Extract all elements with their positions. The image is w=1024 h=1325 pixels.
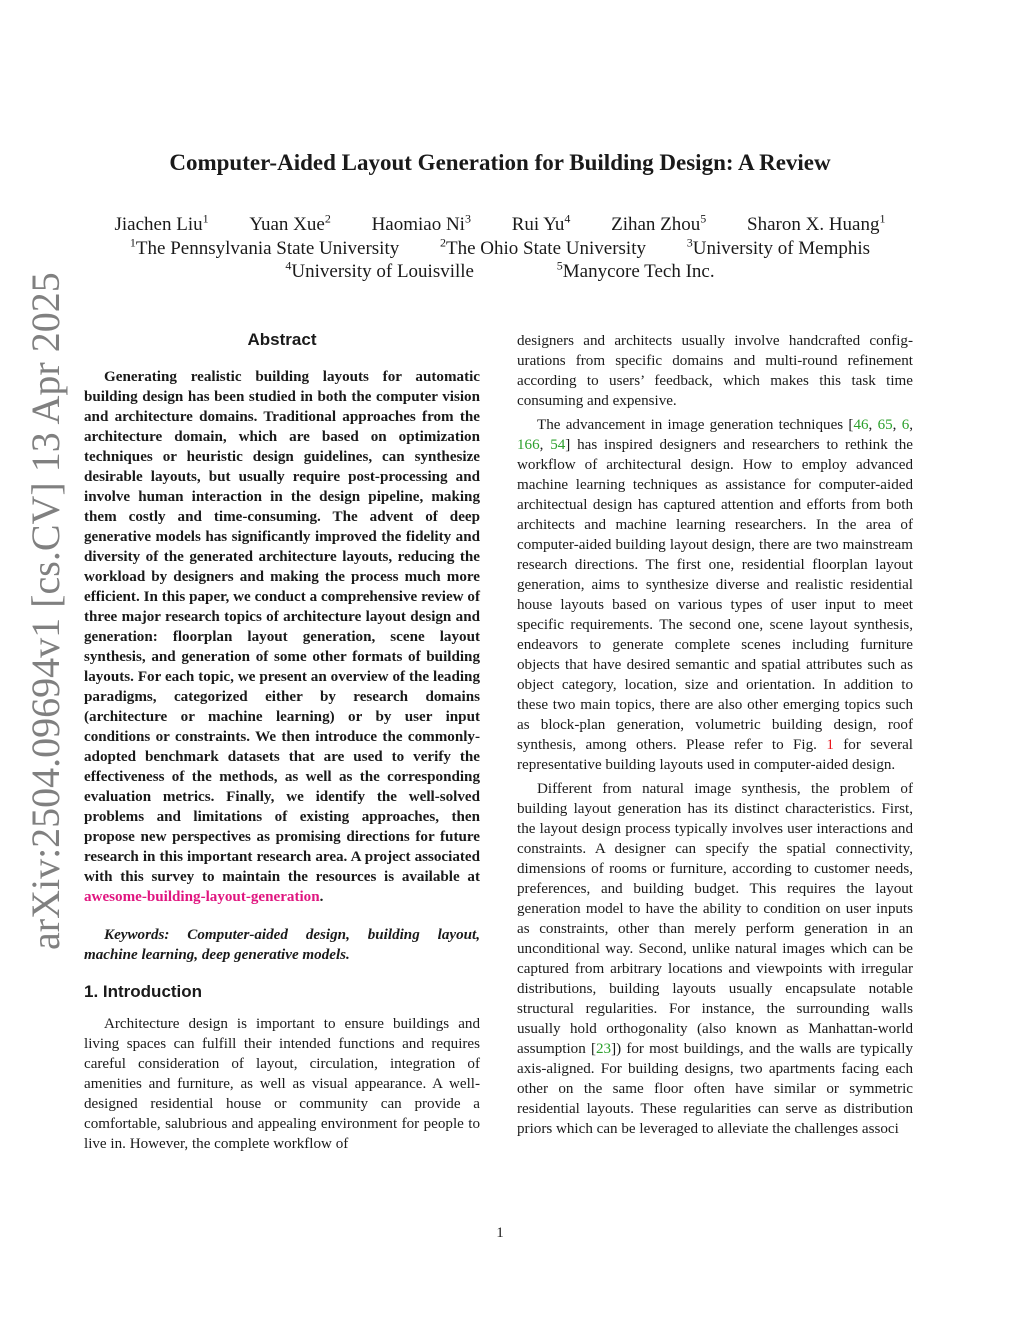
abstract-heading: Abstract xyxy=(247,330,317,349)
affiliation: $^3$University of Memphis xyxy=(686,236,871,260)
citation-link[interactable]: 6 xyxy=(901,417,910,433)
intro-paragraph: The advancement in image generation techniques [46, 65, 6, 166, 54] has inspired designers and researchers to rethink the workflow of architectural design. How to employ advanced machine learning techniques as assistance for computer-aided architectual design has captured attention and efforts from both architects and machine learning researchers. In the area of computer-aided building layout design, there are two mainstream research directions. The first one, residential floorplan layout generation, aims to synthesize diverse and realistic residential house layouts based on various types of user input to meet specific requirements. The second one, scene layout synthesis, endeavors to generate complete scenes including furniture objects that have desired semantic and spatial attributes such as object category, location, size and orientation. In addition to these two main topics, there are also other emerging topics such as block-plan generation, volumetric building design, roof synthesis, among others. Please refer to Fig. 1 for several representative building layouts used in computer-aided design. xyxy=(517,417,914,773)
affiliation: $^4$University of Louisville xyxy=(285,259,474,283)
intro-paragraph: designers and architects usually involve handcrafted configurations from specific domains and multi-round refinement according to users’ feedback, which makes this task time consuming and expensive. xyxy=(517,333,913,409)
page-number: 1 xyxy=(496,1225,504,1241)
author: Yuan Xue$^2$ xyxy=(249,212,331,236)
right-column xyxy=(517,331,913,1139)
abstract-body: Generating realistic building layouts for automatic building design has been studied in both the computer vision and architecture domains. Traditional approaches from the architecture domain, which are based on optimization techniques or heuristic design guidelines, can synthesize desirable layouts, but usually require post-processing and involve human interaction in the design pipeline, making them costly and time-consuming. The advent of deep generative models has significantly improved the fidelity and diversity of the generated architecture layouts, reducing the workload by designers and making the process much more efficient. In this paper, we conduct a comprehensive review of three major research topics of architecture layout design and generation: floorplan layout generation, scene layout synthesis, and generation of some other formats of building layouts. For each topic, we present an overview of the leading paradigms, categorized either by research domains (architecture or machine learning) or by user input conditions or constraints. We then introduce the commonly-adopted benchmark datasets that are used to verify the effectiveness of the methods, as well as the corresponding evaluation metrics. Finally, we identify the well-solved problems and limitations of existing approaches, then propose new perspectives as promising directions for future research in this important research area. A project associated with this survey to maintain the resources is available at awesome-building-layout-generation. xyxy=(84,369,480,905)
affiliation-line-1 xyxy=(0,236,1000,260)
citation-link[interactable]: 54 xyxy=(550,437,566,453)
arxiv-sidebar-id: arXiv:2504.09694v1 [cs.CV] 13 Apr 2025 xyxy=(23,272,68,950)
left-column xyxy=(84,330,480,1154)
affiliation: $^1$The Pennsylvania State University xyxy=(129,236,400,260)
author: Jiachen Liu$^1$ xyxy=(114,212,209,236)
affiliation: $^5$Manycore Tech Inc. xyxy=(556,259,715,283)
paper-title: Computer-Aided Layout Generation for Building Design: A Review xyxy=(169,150,831,175)
project-link[interactable]: awesome-building-layout-generation xyxy=(84,889,320,905)
author: Haomiao Ni$^3$ xyxy=(371,212,471,236)
author: Rui Yu$^4$ xyxy=(511,212,571,236)
affiliation-line-2 xyxy=(0,259,1000,283)
author: Sharon X. Huang$^1$ xyxy=(747,212,886,236)
citation-link[interactable]: 65 xyxy=(877,417,893,433)
citation-link[interactable]: 23 xyxy=(596,1041,612,1057)
intro-paragraph: Architecture design is important to ensure buildings and living spaces can fulfill their intended functions and requires careful consideration of layout, circulation, integration of amenities and furniture, as well as visual appearance. A well-designed residential house or community can provide a comfortable, salubrious and appealing environment for people to live in. However, the complete workflow of xyxy=(84,1016,480,1152)
citation-link[interactable]: 166 xyxy=(517,437,540,453)
affiliation: $^2$The Ohio State University xyxy=(439,236,646,260)
keywords: Keywords: Computer-aided design, building layout, machine learning, deep generative models. xyxy=(84,927,480,963)
figure-ref-link[interactable]: 1 xyxy=(826,737,834,753)
intro-paragraph: Different from natural image synthesis, the problem of building layout generation has its distinct characteristics. First, the layout design process typically involves user interactions and constraints. A designer can specify the spatial connectivity, dimensions of rooms or furniture, according to customer needs, preferences, and building budget. This requires the layout generation model to have the ability to condition on user inputs as constraints, other than merely perform generation in an unconditional way. Second, unlike natural images which can be captured from arbitrary locations and viewpoints with irregular distributions, building layouts usually encapsulate notable structural regularities. For instance, the surrounding walls usually hold orthogonality (also known as Manhattan-world assumption [23]) for most buildings, and the walls are typically axis-aligned. For building designs, two apartments facing each other on the same floor often have similar or symmetric residential layouts. These regularities can serve as distribution priors which can be leveraged to alleviate the challenges associ xyxy=(517,781,913,1137)
citation-link[interactable]: 46 xyxy=(853,417,869,433)
author-list xyxy=(0,212,1000,236)
intro-heading: 1. Introduction xyxy=(84,982,203,1001)
author: Zihan Zhou$^5$ xyxy=(611,212,707,236)
